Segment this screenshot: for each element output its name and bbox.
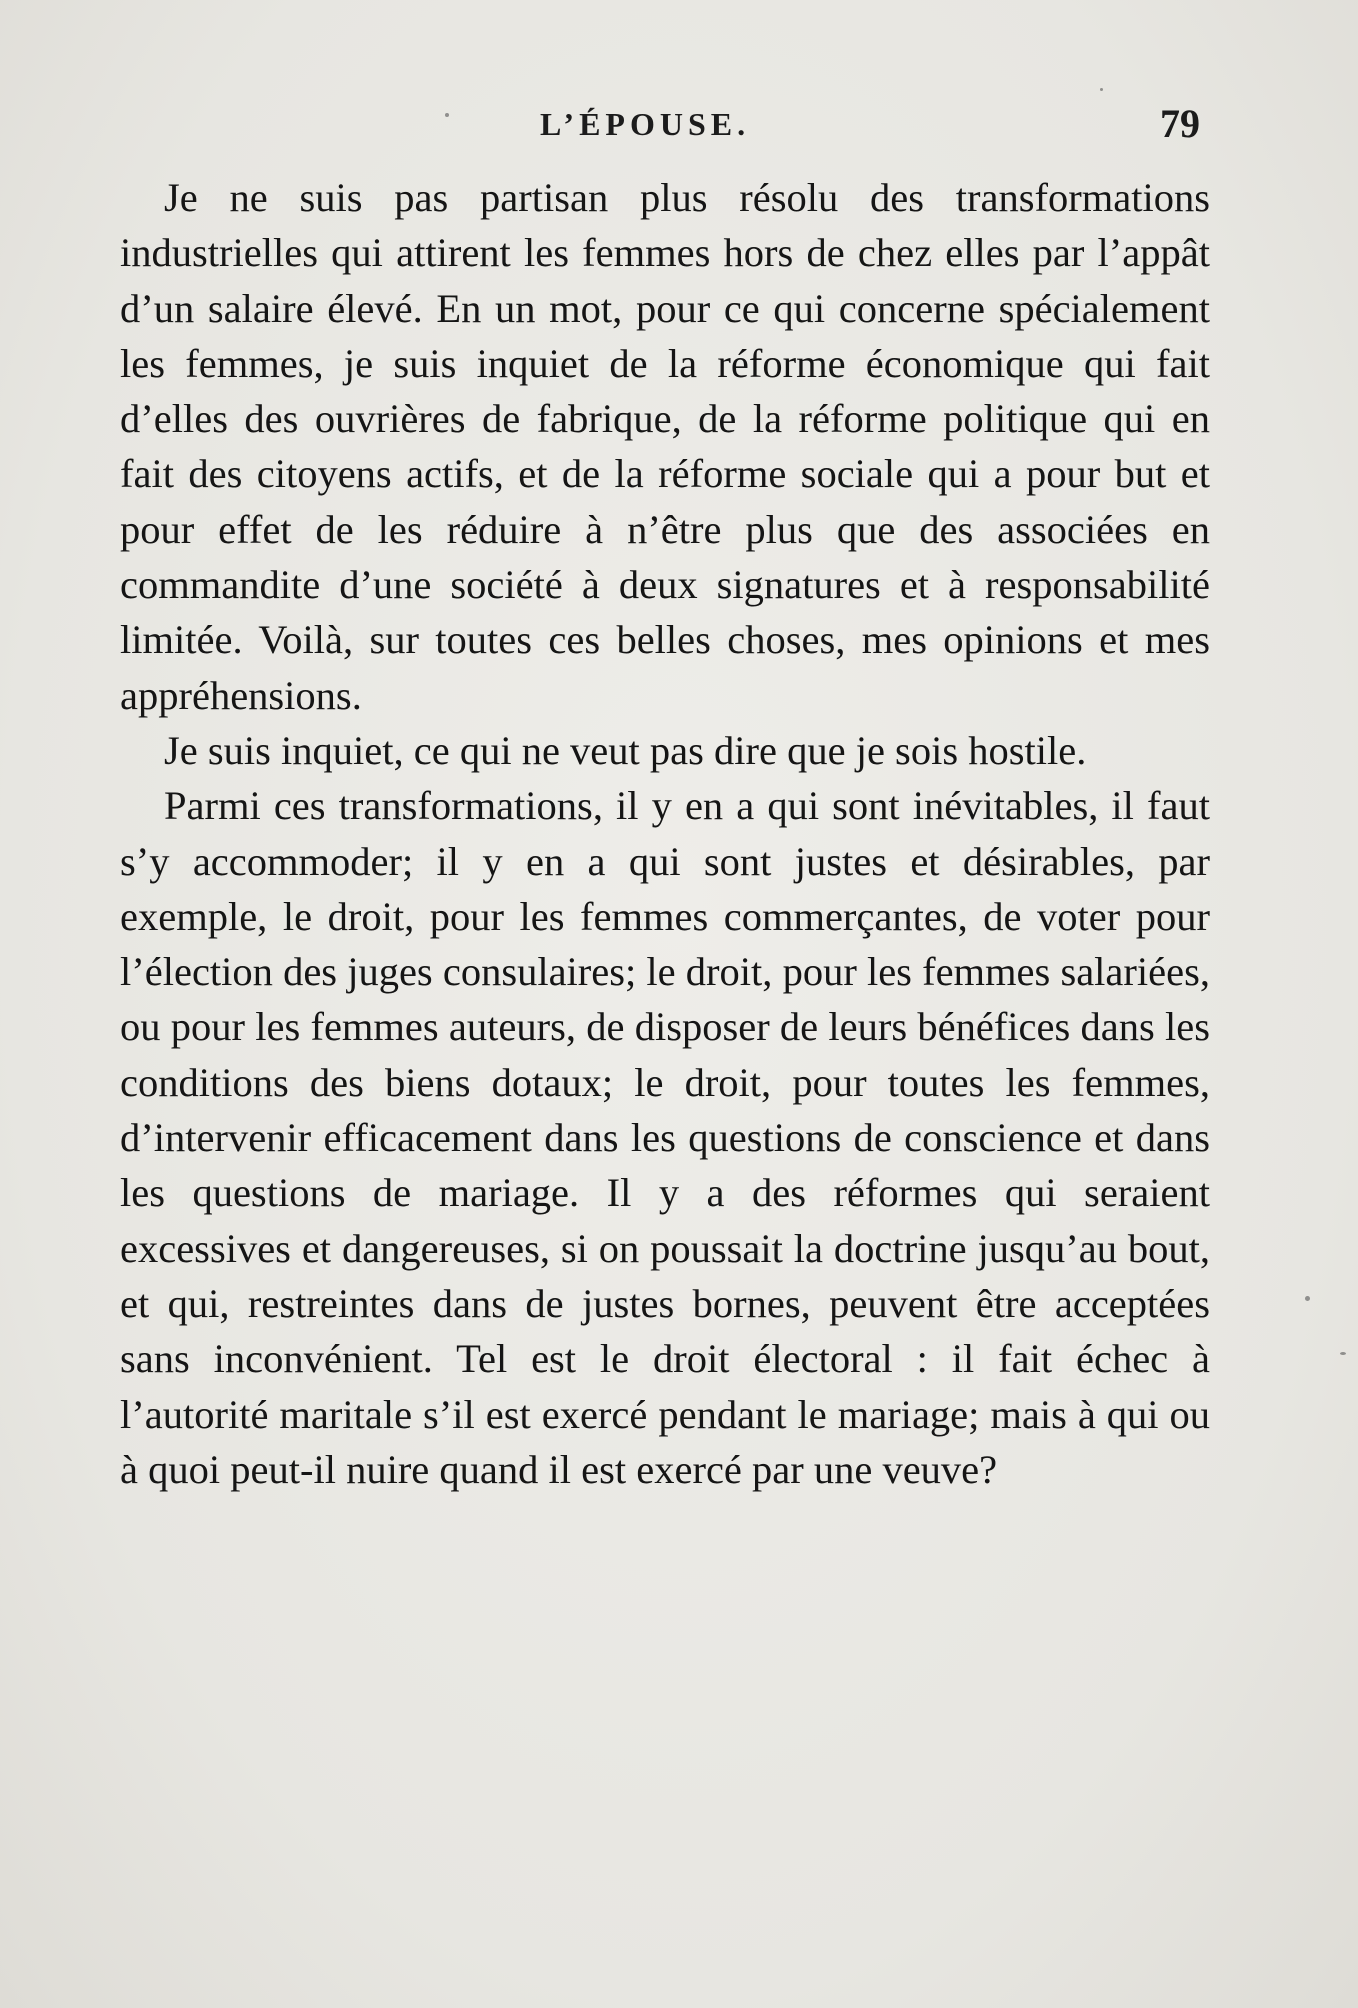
body-text — [120, 170, 1210, 1497]
page-header — [120, 100, 1200, 160]
paragraph: Je suis inquiet, ce qui ne veut pas dire que je sois hostile. — [164, 727, 1087, 773]
paper-speck — [1100, 88, 1103, 91]
paper-speck — [445, 113, 449, 117]
paper-speck — [1340, 1352, 1346, 1355]
page-number: 79 — [1160, 101, 1200, 146]
paper-speck — [1305, 1296, 1310, 1301]
running-title: L’ÉPOUSE. — [540, 106, 751, 142]
paragraph: Je ne suis pas partisan plus résolu des transformations industrielles qui attirent les femmes hors de chez elles par l’appât d’un salaire élevé. En un mot, pour ce qui concerne spécialement les femmes, je suis inquiet de la réforme économique qui fait d’elles des ouvrières de fabrique, de la réforme politique qui en fait des citoyens actifs, et de la réforme sociale qui a pour but et pour effet de les réduire à n’être plus que des associées en commandite d’une société à deux signatures et à responsabilité limitée. Voilà, sur toutes ces belles choses, mes opinions et mes appréhensions. — [120, 175, 1210, 718]
paragraph: Parmi ces transformations, il y en a qui sont inévitables, il faut s’y accommoder; il y en a qui sont justes et désirables, par exemple, le droit, pour les femmes commerçantes, de voter pour l’élection des juges consulaires; le droit, pour les femmes salariées, ou pour les femmes auteurs, de disposer de leurs bénéfices dans les conditions des biens dotaux; le droit, pour toutes les femmes, d’intervenir efficacement dans les questions de conscience et dans les questions de mariage. Il y a des réformes qui seraient excessives et dangereuses, si on poussait la doctrine jusqu’au bout, et qui, restreintes dans de justes bornes, peuvent être acceptées sans inconvénient. Tel est le droit électoral : il fait échec à l’autorité maritale s’il est exercé pendant le mariage; mais à qui ou à quoi peut-il nuire quand il est exercé par une veuve? — [120, 783, 1210, 1492]
